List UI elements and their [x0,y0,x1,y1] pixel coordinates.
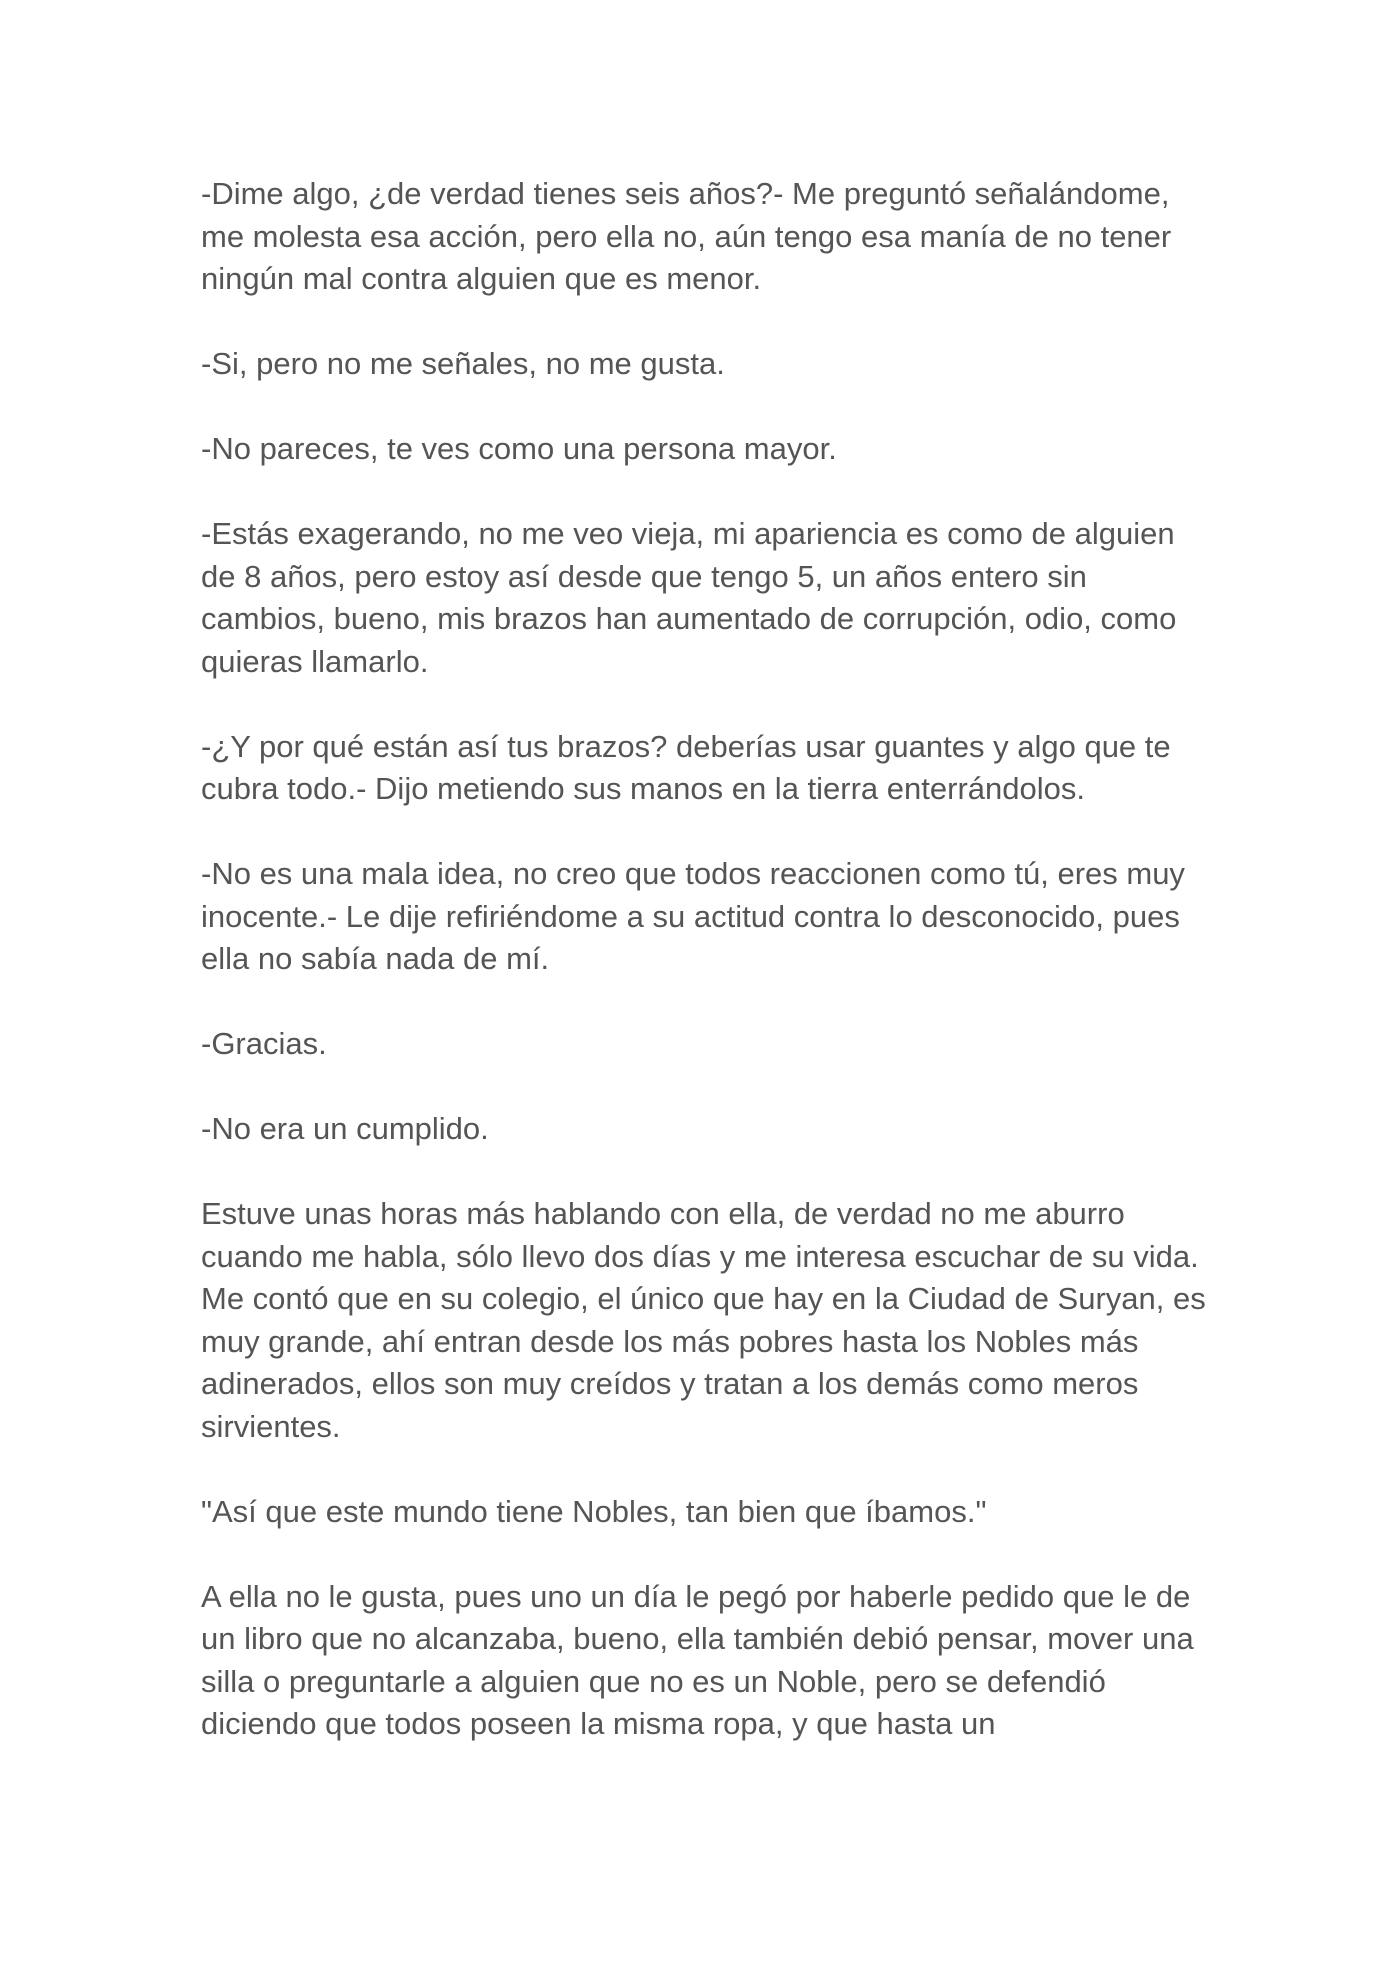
paragraph-5: -¿Y por qué están así tus brazos? deberías usar guantes y algo que te cubra todo.- Dijo metiendo sus manos en la tierra enterrándolos. [201,728,1171,806]
paragraph-2: -Si, pero no me señales, no me gusta. [201,346,725,381]
paragraph-3: -No pareces, te ves como una persona mayor. [201,431,837,466]
paragraph-10: "Así que este mundo tiene Nobles, tan bien que íbamos." [201,1493,987,1529]
paragraph-7: -Gracias. [201,1026,327,1061]
document-body [201,173,1211,1746]
paragraph-11: A ella no le gusta, pues uno un día le pegó por haberle pedido que le de un libro que no alcanzaba, bueno, ella también debió pensar, mover una silla o preguntarle a alguien que no es un Noble, pero se defendió diciendo que todos poseen la misma ropa, y que hasta un [201,1578,1194,1741]
paragraph-9: Estuve unas horas más hablando con ella, de verdad no me aburro cuando me habla, sólo llevo dos días y me interesa escuchar de su vida. Me contó que en su colegio, el único que hay en la Ciudad de Suryan, es muy grande, ahí entran desde los más pobres hasta los Nobles más adinerados, ellos son muy creídos y tratan a los demás como meros sirvientes. [201,1196,1206,1444]
paragraph-1: -Dime algo, ¿de verdad tienes seis años?- Me preguntó señalándome, me molesta esa acción, pero ella no, aún tengo esa manía de no tener ningún mal contra alguien que es menor. [201,176,1172,296]
paragraph-4: -Estás exagerando, no me veo vieja, mi apariencia es como de alguien de 8 años, pero estoy así desde que tengo 5, un años entero sin cambios, bueno, mis brazos han aumentado de corrupción, odio, como quieras llamarlo. [201,516,1177,679]
paragraph-8: -No era un cumplido. [201,1111,489,1146]
paragraph-6: -No es una mala idea, no creo que todos reaccionen como tú, eres muy inocente.- Le dije refiriéndome a su actitud contra lo desconocido, pues ella no sabía nada de mí. [201,856,1185,976]
